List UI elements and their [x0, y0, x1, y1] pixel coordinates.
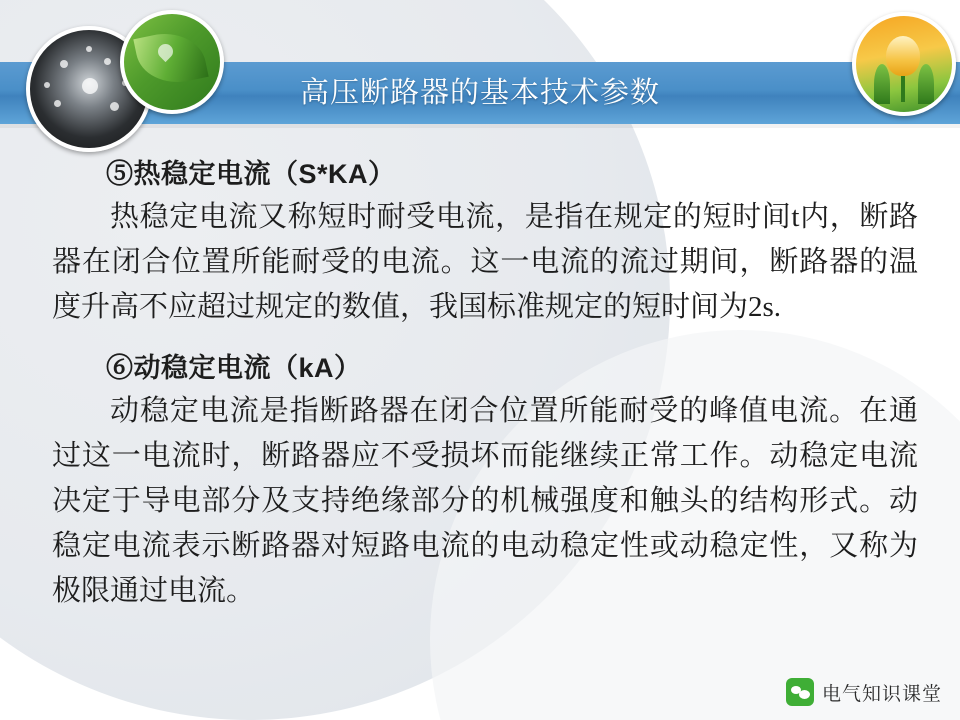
section-spacer [52, 332, 918, 346]
section-paragraph-5: 热稳定电流又称短时耐受电流，是指在规定的短时间t内，断路器在闭合位置所能耐受的电流。这一电流的流过期间，断路器的温度升高不应超过规定的数值，我国标准规定的短时间为2s. [52, 201, 918, 323]
title-banner-shadow [0, 124, 960, 128]
page-title: 高压断路器的基本技术参数 [299, 77, 660, 109]
wechat-icon [786, 678, 814, 706]
watermark [786, 678, 942, 706]
section-heading-6: ⑥动稳定电流（kA） [106, 353, 362, 383]
slide-body [52, 152, 918, 616]
section-paragraph-6: 动稳定电流是指断路器在闭合位置所能耐受的峰值电流。在通过这一电流时，断路器应不受损坏而能继续正常工作。动稳定电流决定于导电部分及支持绝缘部分的机械强度和触头的结构形式。动稳定电流表示断路器对短路电流的电动稳定性或动稳定性，又称为极限通过电流。 [52, 395, 918, 607]
tulip-photo-badge [852, 12, 956, 116]
watermark-label: 电气知识课堂 [821, 683, 942, 705]
green-leaf-photo-badge [120, 10, 224, 114]
section-heading-5: ⑤热稳定电流（S*KA） [106, 159, 396, 189]
